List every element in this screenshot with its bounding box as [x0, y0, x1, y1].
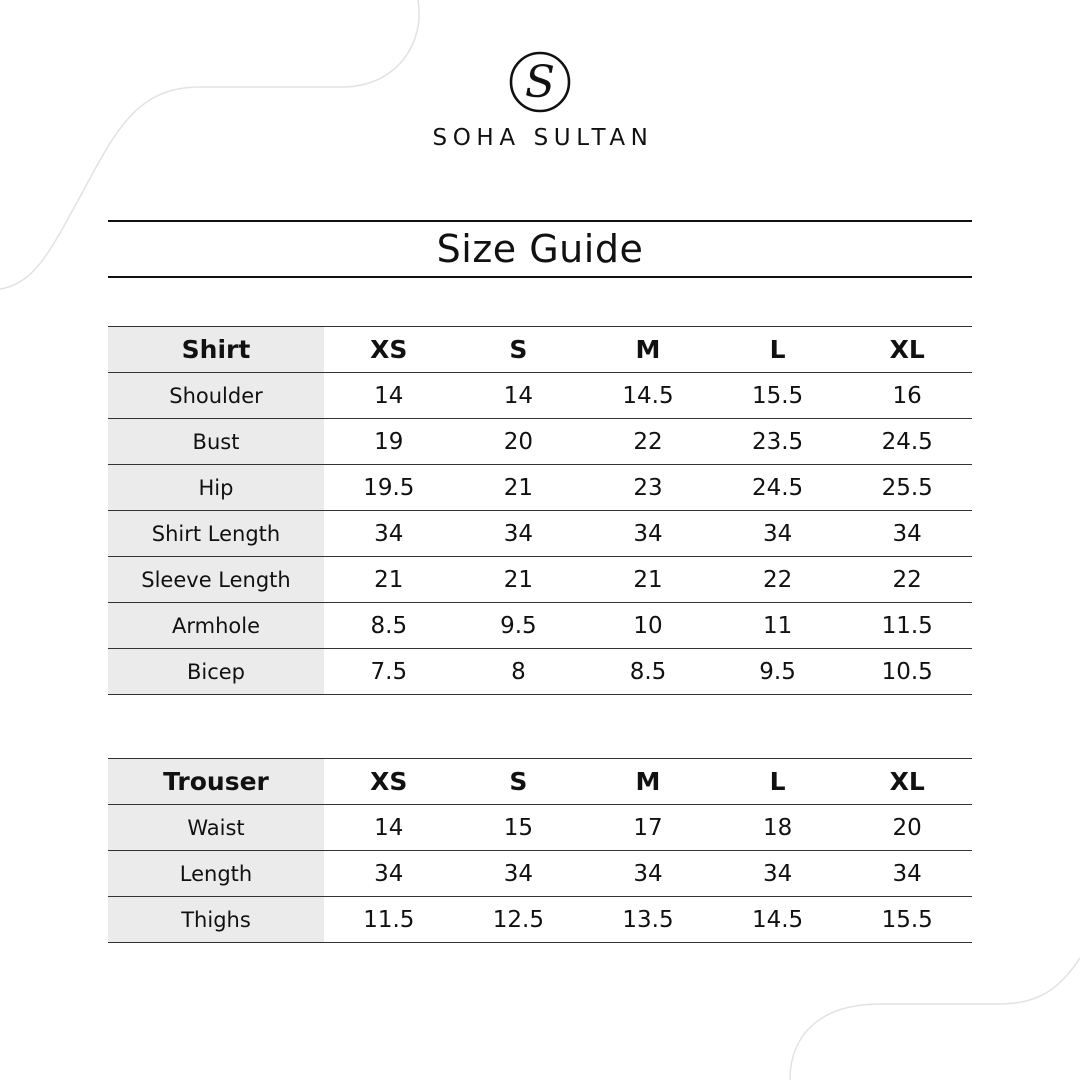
- trouser-table-heading: Trouser: [108, 759, 324, 805]
- table-row: [108, 603, 972, 649]
- size-header-l: L: [713, 759, 843, 805]
- measurement-value: 15.5: [713, 373, 843, 419]
- measurement-label: Bust: [108, 419, 324, 465]
- measurement-value: 7.5: [324, 649, 454, 695]
- size-header-l: L: [713, 327, 843, 373]
- measurement-value: 19: [324, 419, 454, 465]
- measurement-value: 17: [583, 805, 713, 851]
- table-row: [108, 465, 972, 511]
- measurement-label: Thighs: [108, 897, 324, 943]
- measurement-value: 11.5: [324, 897, 454, 943]
- measurement-value: 22: [583, 419, 713, 465]
- measurement-label: Shirt Length: [108, 511, 324, 557]
- measurement-value: 13.5: [583, 897, 713, 943]
- measurement-value: 8.5: [324, 603, 454, 649]
- measurement-label: Shoulder: [108, 373, 324, 419]
- table-row: [108, 649, 972, 695]
- measurement-value: 19.5: [324, 465, 454, 511]
- measurement-value: 14.5: [583, 373, 713, 419]
- measurement-value: 20: [842, 805, 972, 851]
- table-row: [108, 805, 972, 851]
- size-header-m: M: [583, 327, 713, 373]
- measurement-value: 8.5: [583, 649, 713, 695]
- measurement-value: 24.5: [842, 419, 972, 465]
- measurement-value: 22: [842, 557, 972, 603]
- measurement-value: 11: [713, 603, 843, 649]
- shirt-size-table: [108, 326, 972, 695]
- measurement-label: Armhole: [108, 603, 324, 649]
- table-row: [108, 557, 972, 603]
- measurement-value: 15.5: [842, 897, 972, 943]
- table-header-row: [108, 759, 972, 805]
- measurement-value: 14.5: [713, 897, 843, 943]
- measurement-value: 14: [324, 373, 454, 419]
- measurement-value: 34: [842, 511, 972, 557]
- measurement-label: Sleeve Length: [108, 557, 324, 603]
- measurement-value: 34: [454, 851, 584, 897]
- page-title: Size Guide: [436, 227, 644, 271]
- table-row: [108, 851, 972, 897]
- table-row: [108, 511, 972, 557]
- measurement-value: 34: [583, 851, 713, 897]
- size-header-xl: XL: [842, 327, 972, 373]
- measurement-value: 21: [583, 557, 713, 603]
- table-row: [108, 419, 972, 465]
- brand-name: SOHA SULTAN: [432, 125, 654, 151]
- measurement-value: 21: [454, 557, 584, 603]
- measurement-value: 21: [454, 465, 584, 511]
- measurement-label: Waist: [108, 805, 324, 851]
- measurement-value: 10: [583, 603, 713, 649]
- measurement-value: 22: [713, 557, 843, 603]
- measurement-value: 21: [324, 557, 454, 603]
- table-row: [108, 373, 972, 419]
- measurement-value: 23: [583, 465, 713, 511]
- measurement-value: 34: [324, 851, 454, 897]
- measurement-value: 34: [713, 511, 843, 557]
- measurement-value: 34: [842, 851, 972, 897]
- measurement-value: 24.5: [713, 465, 843, 511]
- title-band: [108, 220, 972, 278]
- size-header-s: S: [454, 327, 584, 373]
- trouser-size-table: [108, 758, 972, 943]
- bottom-right-curve: [790, 958, 1080, 1080]
- measurement-value: 23.5: [713, 419, 843, 465]
- size-header-s: S: [454, 759, 584, 805]
- measurement-value: 34: [324, 511, 454, 557]
- measurement-value: 16: [842, 373, 972, 419]
- measurement-value: 12.5: [454, 897, 584, 943]
- measurement-value: 20: [454, 419, 584, 465]
- measurement-value: 9.5: [454, 603, 584, 649]
- measurement-value: 14: [454, 373, 584, 419]
- measurement-value: 15: [454, 805, 584, 851]
- size-header-xl: XL: [842, 759, 972, 805]
- measurement-value: 14: [324, 805, 454, 851]
- shirt-table-heading: Shirt: [108, 327, 324, 373]
- brand-logo: [0, 50, 1080, 153]
- measurement-value: 34: [713, 851, 843, 897]
- measurement-value: 8: [454, 649, 584, 695]
- logo-monogram: S: [524, 57, 556, 108]
- measurement-label: Bicep: [108, 649, 324, 695]
- size-header-m: M: [583, 759, 713, 805]
- table-row: [108, 897, 972, 943]
- measurement-value: 9.5: [713, 649, 843, 695]
- monogram-logo-icon: [508, 50, 572, 114]
- measurement-label: Length: [108, 851, 324, 897]
- measurement-value: 11.5: [842, 603, 972, 649]
- measurement-value: 34: [583, 511, 713, 557]
- size-header-xs: XS: [324, 759, 454, 805]
- measurement-value: 25.5: [842, 465, 972, 511]
- table-header-row: [108, 327, 972, 373]
- measurement-label: Hip: [108, 465, 324, 511]
- measurement-value: 18: [713, 805, 843, 851]
- size-header-xs: XS: [324, 327, 454, 373]
- measurement-value: 10.5: [842, 649, 972, 695]
- measurement-value: 34: [454, 511, 584, 557]
